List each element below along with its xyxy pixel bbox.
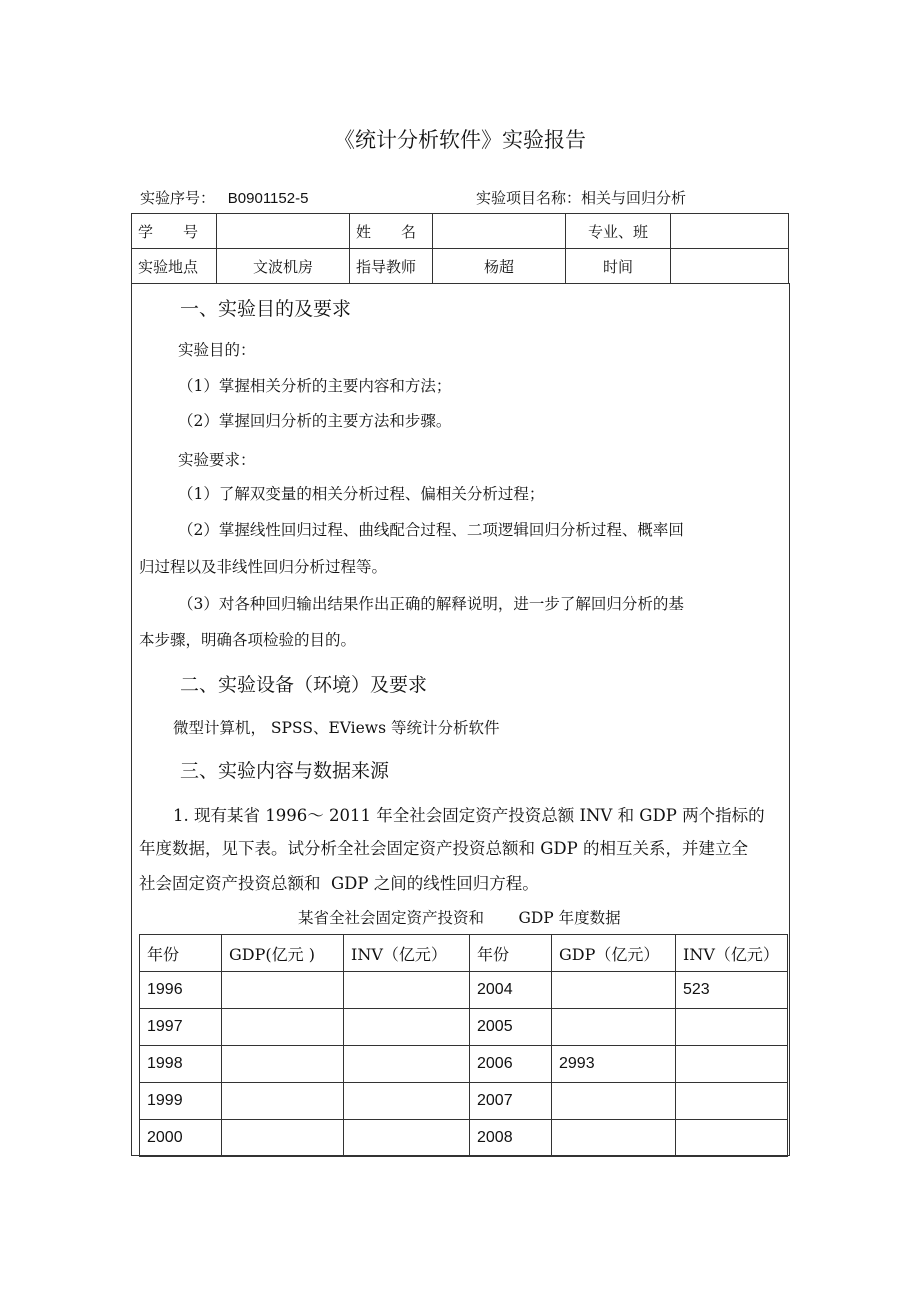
header-gdp-1: GDP(亿元 ) — [222, 935, 344, 972]
table-cell: 2000 — [140, 1120, 222, 1157]
xuehao-value — [217, 214, 350, 249]
requirements-label: 实验要求： — [178, 451, 256, 469]
table-cell: 2008 — [470, 1120, 552, 1157]
table-header-row — [140, 935, 788, 972]
purpose-item-2: （2）掌握回归分析的主要方法和步骤。 — [178, 412, 452, 430]
data-table — [139, 934, 788, 1157]
requirement-2-line-2: 归过程以及非线性回归分析过程等。 — [139, 558, 388, 576]
table-row — [140, 972, 788, 1009]
name-label: 姓 名 — [350, 214, 433, 249]
table-cell: 1996 — [140, 972, 222, 1009]
table-cell: 2004 — [470, 972, 552, 1009]
table-cell: 1998 — [140, 1046, 222, 1083]
seq-value: B0901152-5 — [227, 190, 309, 207]
seq-label: 实验序号： — [140, 189, 216, 207]
table-cell: 523 — [676, 972, 788, 1009]
time-value — [671, 249, 789, 284]
class-label: 专业、班 — [566, 214, 671, 249]
header-gdp-2: GDP（亿元） — [552, 935, 676, 972]
table-cell — [552, 1120, 676, 1157]
info-row-1 — [132, 214, 789, 249]
table-cell — [552, 1009, 676, 1046]
requirement-1: （1）了解双变量的相关分析过程、偏相关分析过程； — [178, 485, 545, 503]
content-line-3: 社会固定资产投资总额和 GDP 之间的线性回归方程。 — [139, 874, 539, 893]
project-label: 实验项目名称： — [476, 189, 582, 207]
table-cell: 2006 — [470, 1046, 552, 1083]
section-3-heading: 三、实验内容与数据来源 — [180, 760, 390, 782]
table-cell — [344, 1046, 470, 1083]
table-cell — [222, 1120, 344, 1157]
table-cell — [344, 1083, 470, 1120]
teacher-label: 指导教师 — [350, 249, 433, 284]
table-row — [140, 1046, 788, 1083]
experiment-project — [476, 187, 686, 208]
purpose-label: 实验目的： — [178, 341, 256, 359]
table-cell — [344, 1120, 470, 1157]
time-label: 时间 — [566, 249, 671, 284]
table-row — [140, 1009, 788, 1046]
header-inv-1: INV（亿元） — [344, 935, 470, 972]
table-cell — [344, 1009, 470, 1046]
table-cell — [676, 1009, 788, 1046]
place-value: 文波机房 — [217, 249, 350, 284]
table-cell — [222, 972, 344, 1009]
info-table — [131, 213, 789, 284]
table-cell — [676, 1120, 788, 1157]
table-row — [140, 1120, 788, 1157]
table-cell: 2993 — [552, 1046, 676, 1083]
requirement-2-line-1: （2）掌握线性回归过程、曲线配合过程、二项逻辑回归分析过程、概率回 — [178, 521, 684, 539]
table-row — [140, 1083, 788, 1120]
header-year-2: 年份 — [470, 935, 552, 972]
purpose-item-1: （1）掌握相关分析的主要内容和方法； — [178, 377, 452, 395]
table-cell: 1999 — [140, 1083, 222, 1120]
info-row-2 — [132, 249, 789, 284]
content-line-2: 年度数据，见下表。试分析全社会固定资产投资总额和 GDP 的相互关系，并建立全 — [139, 839, 749, 858]
header-year-1: 年份 — [140, 935, 222, 972]
table-cell: 2007 — [470, 1083, 552, 1120]
environment-text: 微型计算机， SPSS、EViews 等统计分析软件 — [173, 719, 500, 737]
table-cell — [552, 972, 676, 1009]
table-cell — [222, 1083, 344, 1120]
project-value: 相关与回归分析 — [581, 189, 687, 207]
table-cell: 2005 — [470, 1009, 552, 1046]
table-cell — [552, 1083, 676, 1120]
place-label: 实验地点 — [132, 249, 217, 284]
name-value — [433, 214, 566, 249]
table-cell — [222, 1046, 344, 1083]
requirement-3-line-2: 本步骤，明确各项检验的目的。 — [139, 631, 357, 649]
content-line-1: 1. 现有某省 1996～ 2011 年全社会固定资产投资总额 INV 和 GDP 两个指标的 — [173, 806, 765, 825]
table-cell — [344, 972, 470, 1009]
class-value — [671, 214, 789, 249]
header-inv-2: INV（亿元） — [676, 935, 788, 972]
table-cell — [222, 1009, 344, 1046]
table-cell — [676, 1083, 788, 1120]
section-1-heading: 一、实验目的及要求 — [180, 298, 352, 320]
section-2-heading: 二、实验设备（环境）及要求 — [180, 674, 428, 696]
table-cell: 1997 — [140, 1009, 222, 1046]
experiment-seq — [140, 187, 308, 208]
xuehao-label: 学 号 — [132, 214, 217, 249]
table-caption: 某省全社会固定资产投资和 GDP 年度数据 — [298, 909, 621, 927]
table-cell — [676, 1046, 788, 1083]
requirement-3-line-1: （3）对各种回归输出结果作出正确的解释说明，进一步了解回归分析的基 — [178, 595, 684, 613]
page-title: 《统计分析软件》实验报告 — [334, 128, 586, 152]
teacher-value: 杨超 — [433, 249, 566, 284]
